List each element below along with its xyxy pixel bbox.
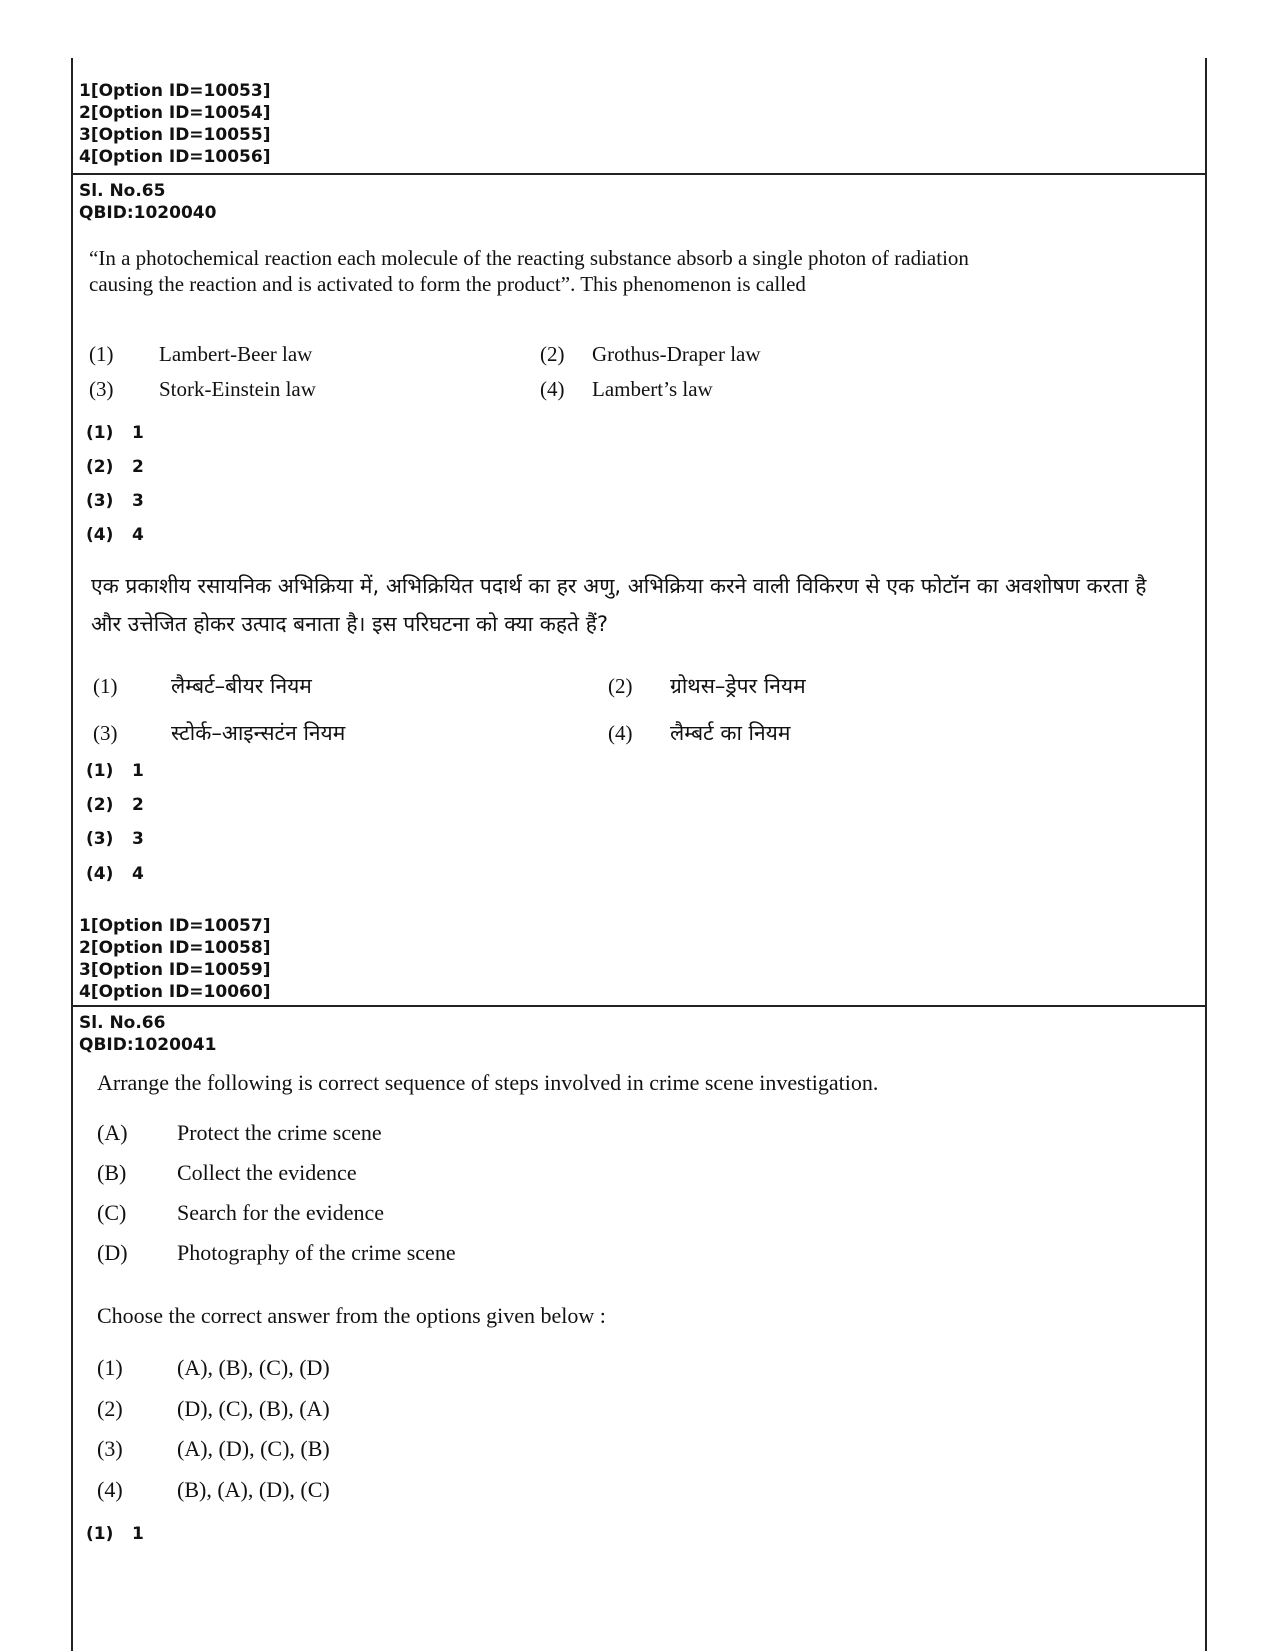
step-b: (B) Collect the evidence (97, 1160, 357, 1185)
option-id: 4[Option ID=10056] (79, 147, 271, 167)
answer-line: (4) 4 (86, 864, 144, 884)
option-2: (2) Grothus-Draper law (540, 342, 761, 366)
option-1: (1) Lambert-Beer law (89, 342, 313, 366)
option-2: (2) ग्रोथस–ड्रेपर नियम (608, 674, 806, 698)
right-border (1205, 58, 1207, 1651)
serial-number: Sl. No.65 (79, 181, 166, 201)
question-header (79, 1012, 216, 1056)
step-c: (C) Search for the evidence (97, 1200, 385, 1225)
answer-line: (2) 2 (86, 795, 144, 815)
question-text-en: “In a photochemical reaction each molecule of the reacting substance absorb a single photon of radiation causing the reaction and is activated to form the product”. This phenomenon is called (89, 246, 969, 296)
choose-instruction: Choose the correct answer from the options given below : (97, 1303, 606, 1328)
step-a: (A) Protect the crime scene (97, 1120, 382, 1145)
option-3: (3) स्टोर्क–आइन्सटंन नियम (93, 721, 346, 745)
divider (71, 173, 1207, 175)
option-4: (4) (B), (A), (D), (C) (97, 1477, 330, 1502)
option-2: (2) (D), (C), (B), (A) (97, 1396, 330, 1421)
option-1: (1) लैम्बर्ट–बीयर नियम (93, 674, 312, 698)
answer-line: (2) 2 (86, 457, 144, 477)
answer-line: (4) 4 (86, 525, 144, 545)
divider (71, 1005, 1207, 1007)
option-id: 3[Option ID=10059] (79, 960, 271, 980)
serial-number: Sl. No.66 (79, 1013, 166, 1033)
option-id: 2[Option ID=10054] (79, 103, 271, 123)
question-text: Arrange the following is correct sequence of steps involved in crime scene investigation. (97, 1070, 879, 1095)
option-3: (3) Stork-Einstein law (89, 377, 316, 401)
qbid: QBID:1020040 (79, 203, 217, 223)
answer-line: (1) 1 (86, 423, 144, 443)
option-id: 1[Option ID=10053] (79, 81, 271, 101)
option-id-list (79, 80, 270, 168)
option-1: (1) (A), (B), (C), (D) (97, 1355, 330, 1380)
option-id: 3[Option ID=10055] (79, 125, 271, 145)
option-4: (4) Lambert’s law (540, 377, 713, 401)
answer-line: (1) 1 (86, 761, 144, 781)
option-id: 1[Option ID=10057] (79, 916, 271, 936)
option-3: (3) (A), (D), (C), (B) (97, 1436, 330, 1461)
question-header (79, 180, 216, 224)
option-4: (4) लैम्बर्ट का नियम (608, 721, 791, 745)
qbid: QBID:1020041 (79, 1035, 217, 1055)
step-d: (D) Photography of the crime scene (97, 1240, 456, 1265)
option-id-list (79, 915, 270, 1003)
option-id: 4[Option ID=10060] (79, 982, 271, 1002)
question-text-hi: एक प्रकाशीय रसायनिक अभिक्रिया में, अभिक्रियित पदार्थ का हर अणु, अभिक्रिया करने वाली विकिरण से एक फोटॉन का अवशोषण करता है और उत्तेजित होकर उत्पाद बनाता है। इस परिघटना को क्या कहते हैं? (91, 574, 1147, 636)
answer-line: (1) 1 (86, 1524, 144, 1544)
left-border (71, 58, 73, 1651)
answer-line: (3) 3 (86, 491, 144, 511)
answer-line: (3) 3 (86, 829, 144, 849)
option-id: 2[Option ID=10058] (79, 938, 271, 958)
